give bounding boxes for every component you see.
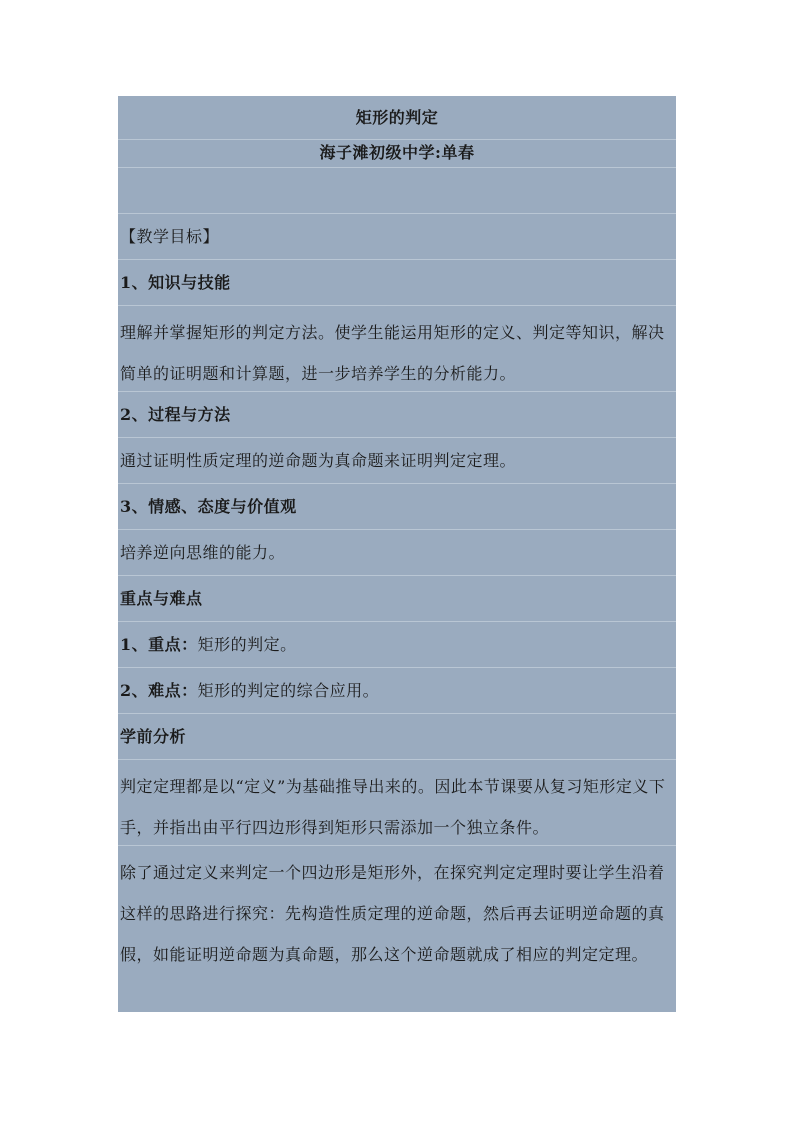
key-point-label: 1、重点： xyxy=(120,635,198,654)
key-point-row xyxy=(118,622,676,668)
process-paragraph: 通过证明性质定理的逆命题为真命题来证明判定定理。 xyxy=(118,438,676,484)
emotion-heading: 3、情感、态度与价值观 xyxy=(118,484,676,530)
analysis-paragraph-2: 除了通过定义来判定一个四边形是矩形外，在探究判定定理时要让学生沿着这样的思路进行探究：先构造性质定理的逆命题，然后再去证明逆命题的真假，如能证明逆命题为真命题，那么这个逆命题就成了相应的判定定理。 xyxy=(120,863,665,964)
knowledge-heading: 1、知识与技能 xyxy=(118,260,676,306)
document-body xyxy=(118,96,676,1012)
blank-row xyxy=(118,168,676,214)
analysis-paragraph-1: 判定定理都是以“定义”为基础推导出来的。因此本节课要从复习矩形定义下手，并指出由平行四边形得到矩形只需添加一个独立条件。 xyxy=(118,760,676,846)
author-line: 海子滩初级中学:单春 xyxy=(118,140,676,168)
knowledge-paragraph: 理解并掌握矩形的判定方法。使学生能运用矩形的定义、判定等知识，解决简单的证明题和计算题，进一步培养学生的分析能力。 xyxy=(118,306,676,392)
analysis-heading: 学前分析 xyxy=(118,714,676,760)
key-point-text: 矩形的判定。 xyxy=(197,635,297,654)
key-difficulty-heading: 重点与难点 xyxy=(118,576,676,622)
objectives-heading: 【教学目标】 xyxy=(118,214,676,260)
page-title: 矩形的判定 xyxy=(118,96,676,140)
difficulty-text: 矩形的判定的综合应用。 xyxy=(197,681,380,700)
difficulty-row xyxy=(118,668,676,714)
difficulty-label: 2、难点： xyxy=(120,681,198,700)
process-heading: 2、过程与方法 xyxy=(118,392,676,438)
emotion-paragraph: 培养逆向思维的能力。 xyxy=(118,530,676,576)
